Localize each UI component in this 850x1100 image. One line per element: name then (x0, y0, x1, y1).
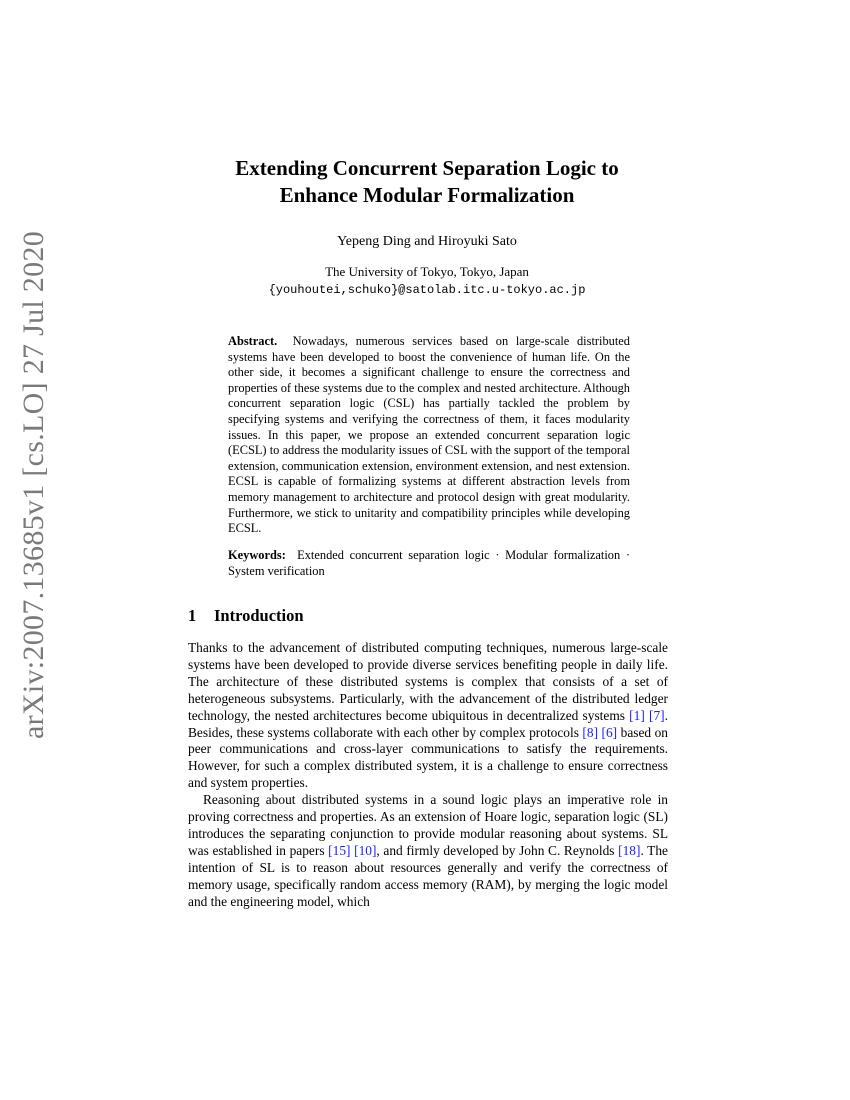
paragraph-2-text-d: . The intention of SL is to reason about resources generally and verify the correctness of memory usage, specifically random access memory (RAM), by merging the logic model and the engineering model, which (188, 842, 668, 909)
paragraph-1-text-c: . Besides, these systems collaborate with each other by complex protocols (188, 707, 668, 740)
keywords-text: Extended concurrent separation logic · Modular formalization · System verification (228, 548, 630, 578)
paragraph-1 (188, 640, 668, 792)
paragraph-2-text-a: Reasoning about distributed systems in a sound logic plays an imperative role in proving correctness and properties. As an extension of Hoare logic, separation logic (SL) introduces the separating conjunction to provide modular reasoning about systems. SL was established in papers (188, 792, 668, 858)
arxiv-identifier-text: arXiv:2007.13685v1 [cs.LO] 27 Jul 2020 (17, 230, 51, 740)
section-heading (188, 606, 304, 626)
paragraph-1-text-a: Thanks to the advancement of distributed computing techniques, numerous large-scale systems have been developed to provide diverse services benefiting people in daily life. The architecture of these distributed systems is complex that consists of a set of heterogeneous subsystems. Particularly, with the advancement of the distributed ledger technology, the nested architectures become ubiquitous in decentralized systems (188, 640, 668, 723)
affiliation-block (120, 263, 734, 299)
email-address: {youhoutei,schuko}@satolab.itc.u-tokyo.ac.jp (268, 283, 586, 297)
section-number: 1 (188, 606, 197, 625)
keywords-label: Keywords: (228, 548, 286, 562)
section-title: Introduction (214, 606, 304, 625)
paragraph-2 (188, 792, 668, 910)
citation-link[interactable]: [10] (354, 842, 377, 858)
paragraph-1-text-e: based on peer communications and cross-layer communications to satisfy the requirements. However, for such a complex distributed system, it is a challenge to ensure correctness and system properties. (188, 724, 668, 791)
citation-link[interactable]: [15] (328, 842, 351, 858)
paper-title-line-1: Extending Concurrent Separation Logic to (235, 156, 619, 180)
author-list: Yepeng Ding and Hiroyuki Sato (337, 234, 517, 249)
paper-title-line-2: Enhance Modular Formalization (279, 183, 575, 207)
citation-link[interactable]: [6] (601, 724, 618, 740)
citation-link[interactable]: [18] (618, 842, 641, 858)
introduction-body (188, 640, 668, 911)
citation-link[interactable]: [8] (582, 724, 599, 740)
keywords (228, 548, 630, 579)
citation-link[interactable]: [1] (629, 707, 645, 723)
citation-link[interactable]: [7] (649, 707, 665, 723)
arxiv-identifier-stamp (14, 230, 54, 740)
paragraph-2-text-c: , and firmly developed by John C. Reynolds (376, 842, 619, 858)
abstract-label: Abstract. (228, 334, 278, 348)
affiliation-line: The University of Tokyo, Tokyo, Japan (325, 264, 529, 279)
paper-title (120, 155, 734, 209)
abstract-text: Nowadays, numerous services based on large-scale distributed systems have been developed to boost the convenience of human life. On the other side, it becomes a significant challenge to ensure the correctness and properties of these systems due to the complex and nested architecture. Although concurrent separation logic (CSL) has partially tackled the problem by specifying systems and verifying the correctness of them, it faces modularity issues. In this paper, we propose an extended concurrent separation logic (ECSL) to address the modularity issues of CSL with the support of the temporal extension, communication extension, environment extension, and nest extension. ECSL is capable of formalizing systems at different abstraction levels from memory management to architecture and protocol design with great modularity. Furthermore, we stick to unitarity and compatibility principles while developing ECSL. (228, 334, 630, 536)
abstract (228, 334, 630, 537)
